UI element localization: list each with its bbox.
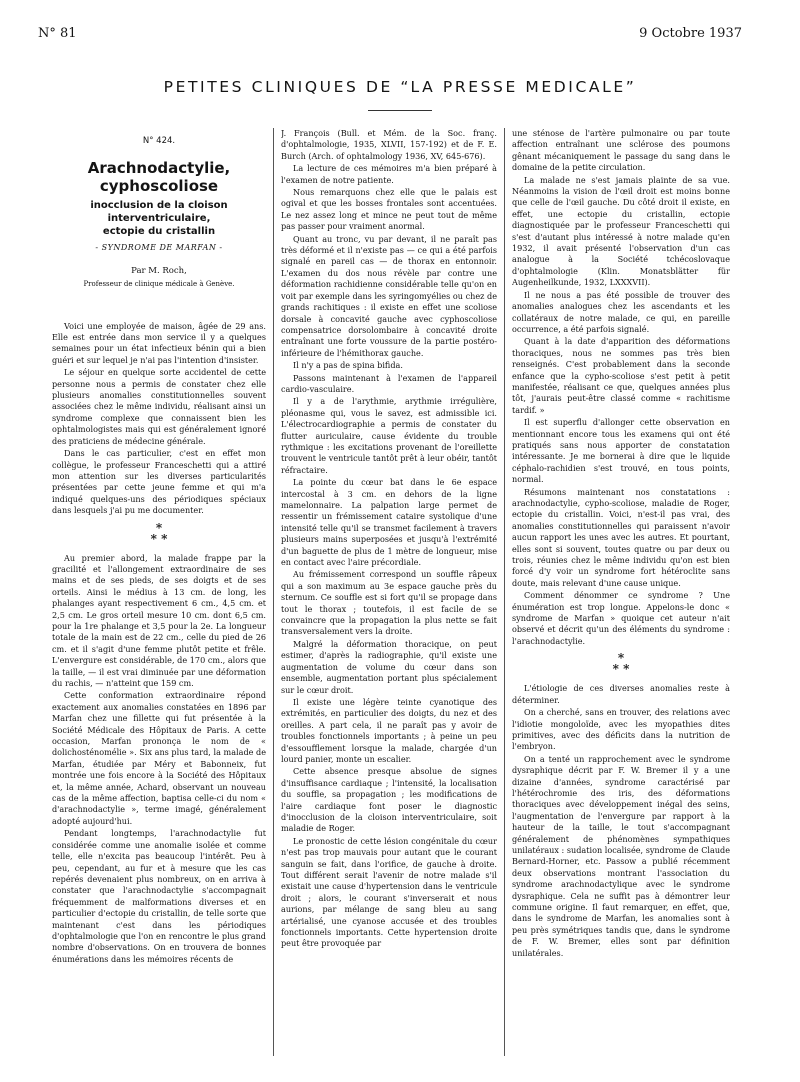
column-1 [52, 128, 266, 1058]
paragraph: Il ne nous a pas été possible de trouver des anomalies analogues chez les ascendants et les collatéraux de notre malade, ce qui, en pareille occurrence, a été parfois signalé. [512, 289, 730, 334]
paragraph: une sténose de l'artère pulmonaire ou par toute affection entraînant une sclérose des poumons gênant mécaniquement le passage du sang dans le domaine de la petite circulation. [512, 128, 730, 173]
column-2 [281, 128, 497, 1058]
affiliation: Professeur de clinique médicale à Genève. [83, 280, 235, 289]
paragraph: Passons maintenant à l'examen de l'appareil cardio-vasculaire. [281, 372, 497, 394]
paragraph: La lecture de ces mémoires m'a bien préparé à l'examen de notre patiente. [281, 163, 497, 185]
paragraph: On a cherché, sans en trouver, des relations avec l'idiotie mongoloïde, avec les myopathies dites primitives, avec des déficits dans la nutrition de l'embryon. [512, 707, 730, 752]
paragraph: Il est superflu d'allonger cette observation en mentionnant encore tous les examens qui ont été pratiqués sans nous apporter de constatation intéressante. Je me bornerai à dire que le liquide céphalo-rachidien s'est trouvé, en tous points, normal. [512, 417, 730, 485]
paragraph: Nous remarquons chez elle que le palais est ogival et que les bosses frontales sont accentuées. Le nez assez long et mince ne peut tout de même pas passer pour vraiment anormal. [281, 187, 497, 232]
paragraph: Quant au tronc, vu par devant, il ne paraît pas très déformé et il n'existe pas — ce qui a été parfois signalé en pareil cas — de thorax en entonnoir. L'examen du dos nous révèle par contre une déformation rachidienne considérable telle qu'on en voit par exemple dans les syringomyélies ou chez de grands rachitiques : il existe en effet une scoliose dorsale à concavité gauche avec cyphoscoliose compensatrice dorsolombaire à concavité droite entraînant une forte voussure de la partie postéro-inférieure de l'hémithorax gauche. [281, 233, 497, 358]
syndrome-label: - SYNDROME DE MARFAN - [95, 243, 223, 253]
paragraph: Le pronostic de cette lésion congénitale du cœur n'est pas trop mauvais pour autant que le courant sanguin se fait, dans l'orifice, de gauche à droite. Tout différent serait l'avenir de notre malade s'il existait une cause d'hypertension dans le ventricule droit ; alors, le courant s'inverserait et nous aurions, par mélange de sang bleu au sang artérialisé, une cyanose accusée et des troubles fonctionnels importants. Cette hypertension droite peut être provoquée par [281, 835, 497, 949]
paragraph: Le séjour en quelque sorte accidentel de cette personne nous a permis de constater chez elle plusieurs anomalies constitutionnelles souvent associées chez le même individu, réalisant ainsi un syndrome complexe que connaissent bien les ophtalmologistes mais qui est généralement ignoré des praticiens de médecine générale. [52, 367, 266, 446]
paragraph: Il y a de l'arythmie, arythmie irrégulière, pléonasme qui, vous le savez, est admissible ici. L'électrocardiographie a permis de constater du flutter auriculaire, cause évidente du trouble rythmique : les excitations provenant de l'oreillette trouvent le ventricule tantôt prêt à leur obéir, tantôt réfractaire. [281, 396, 497, 475]
title-rule [368, 110, 432, 111]
separator-star: * [617, 651, 625, 666]
article-subtitle-2: interventriculaire, [107, 213, 211, 225]
paragraph: Pendant longtemps, l'arachnodactylie fut considérée comme une anomalie isolée et comme telle, elle n'excita pas beaucoup l'intérêt. Peu à peu, cependant, au fur et à mesure que les cas repérés devenaient plus nombreux, on en arriva à constater que l'arachnodactylie s'accompagnait fréquemment de malformations diverses et en particulier d'ectopie du cristallin, de telle sorte que maintenant c'est dans les périodiques d'ophtalmologie que l'on en rencontre le plus grand nombre d'observations. On en trouvera de bonnes énumérations dans les mémoires récents de [52, 828, 266, 964]
paragraph: L'étiologie de ces diverses anomalies reste à déterminer. [512, 683, 730, 705]
issue-date: 9 Octobre 1937 [639, 26, 742, 41]
separator-star: * [155, 520, 163, 535]
paragraph: Voici une employée de maison, âgée de 29 ans. Elle est entrée dans mon service il y a quelques semaines pour un état infectieux bénin qui a bien guéri et sur lequel je n'ai pas l'intention d'insister. [52, 320, 266, 365]
article-number: N° 424. [142, 136, 176, 146]
section-separator [52, 520, 266, 546]
author: Par M. Roch, [131, 265, 187, 276]
paragraph: Malgré la déformation thoracique, on peut estimer, d'après la radiographie, qu'il existe une augmentation de volume du cœur dans son ensemble, augmentation portant plus spécialement sur le cœur droit. [281, 638, 497, 695]
paragraph: Au premier abord, la malade frappe par la gracilité et l'allongement extraordinaire de ses mains et de ses pieds, de ses doigts et de ses orteils. Ainsi le médius à 13 cm. de long, les phalanges ayant respectivement 6 cm., 4,5 cm. et 2,5 cm. Le gros orteil mesure 10 cm. dont 6,5 cm. pour la 1re phalange et 3,5 pour la 2e. La longueur totale de la main est de 22 cm., celle du pied de 26 cm. et il s'agit d'une femme plutôt petite et frêle. L'envergure est considérable, de 170 cm., alors que la taille, — il est vrai diminuée par une déformation du rachis, — n'atteint que 159 cm. [52, 552, 266, 688]
issue-number: N° 81 [38, 26, 77, 41]
article-title: Arachnodactylie, cyphoscoliose [87, 159, 231, 196]
column-divider [273, 128, 274, 1056]
separator-stars: * * [612, 662, 630, 677]
article-subtitle-1: inocclusion de la cloison [90, 200, 228, 212]
paragraph: Il n'y a pas de spina bifida. [293, 360, 403, 371]
paragraph: Cette absence presque absolue de signes d'insuffisance cardiaque ; l'intensité, la localisation du souffle, sa propagation ; les modifications de l'aire cardiaque font poser le diagnostic d'inocclusion de la cloison interventriculaire, soit maladie de Roger. [281, 766, 497, 834]
section-separator [512, 653, 730, 675]
paragraph: J. François (Bull. et Mém. de la Soc. franç. d'ophtalmologie, 1935, XLVII, 157-192) et de F. E. Burch (Arch. of ophtalmology 1936, XV, 645-676). [281, 128, 497, 161]
page-title: PETITES CLINIQUES DE “LA PRESSE MEDICALE” [163, 78, 637, 96]
paragraph: Comment dénommer ce syndrome ? Une énumération est trop longue. Appelons-le donc « syndrome de Marfan » quoique cet auteur n'ait observé et décrit qu'un des éléments du syndrome : l'arachnodactylie. [512, 590, 730, 646]
paragraph: La pointe du cœur bat dans le 6e espace intercostal à 3 cm. en dehors de la ligne mamelonnaire. La palpation large permet de ressentir un frémissement cataire systolique d'une intensité telle qu'il se transmet facilement à travers plusieurs mains superposées et jusqu'à l'extrémité d'un baguette de plus de 1 mètre de longueur, mise en contact avec l'aire précordiale. [281, 477, 497, 568]
separator-stars: * * [150, 531, 168, 546]
paragraph: Résumons maintenant nos constatations : arachnodactylie, cypho-scoliose, maladie de Roger, ectopie du cristallin. Voici, n'est-il pas vrai, des anomalies constitutionnelles qui paraissent n'avoir aucun rapport les unes avec les autres. Et pourtant, elles sont si souvent, toutes quatre ou par deux ou trois, réunies chez le même individu qu'on est bien forcé d'y voir un syndrome fort hétéroclite sans doute, mais relevant d'une cause unique. [512, 486, 730, 588]
paragraph: Cette conformation extraordinaire répond exactement aux anomalies constatées en 1896 par Marfan chez une fillette qui fut présentée à la Société Médicale des Hôpitaux de Paris. A cette occasion, Marfan prononça le nom de « dolichosténomélie ». Six ans plus tard, la malade de Marfan, étudiée par Méry et Babonneix, fut montrée une fois encore à la Société des Hôpitaux et, la même année, Achard, observant un nouveau cas de la même affection, baptisa celle-ci du nom « d'arachnodactylie », terme imagé, généralement adopté aujourd'hui. [52, 690, 266, 826]
column-divider [504, 128, 505, 1056]
paragraph: Quant à la date d'apparition des déformations thoraciques, nous ne sommes pas très bien renseignés. C'est probablement dans la seconde enfance que la cypho-scoliose s'est petit à petit manifestée, réalisant ce que, quelques années plus tôt, j'aurais peut-être classé comme « rachitisme tardif. » [512, 336, 730, 415]
paragraph: La malade ne s'est jamais plainte de sa vue. Néanmoins la vision de l'œil droit est moins bonne que celle de l'œil gauche. Du côté droit il existe, en effet, une ectopie du cristallin, ectopie diagnostiquée par le professeur Franceschetti qui s'est d'autant plus intéressé à notre malade qu'en 1932, il avait présenté l'observation d'un cas analogue à la Société tchécoslovaque d'ophtalmologie (Klin. Monatsblätter für Augenheilkunde, 1932, LXXXVII). [512, 174, 730, 288]
column-3 [512, 128, 730, 1058]
paragraph: On a tenté un rapprochement avec le syndrome dysraphique décrit par F. W. Bremer il y a une dizaine d'années, syndrome caractérisé par l'hétérochromie des iris, des déformations thoraciques avec développement inégal des seins, l'augmentation de l'envergure par rapport à la hauteur de la taille, le tout s'accompagnant généralement de phénomènes sympathiques unilatéraux : sudation localisée, syndrome de Claude Bernard-Horner, etc. Passow a publié récemment deux observations montrant l'association du syndrome arachnodactylique avec le syndrome dysraphique. Cela ne suffit pas à démontrer leur commune origine. Il faut remarquer, en effet, que, dans le syndrome de Marfan, les anomalies sont à peu près symétriques tandis que, dans le syndrome de F. W. Bremer, elles sont par définition unilatérales. [512, 753, 730, 958]
paragraph: Au frémissement correspond un souffle râpeux qui a son maximum au 3e espace gauche près du sternum. Ce souffle est si fort qu'il se propage dans tout le thorax ; toutefois, il est facile de se convaincre que la propagation la plus nette se fait transversalement vers la droite. [281, 569, 497, 637]
paragraph: Il existe une légère teinte cyanotique des extrémités, en particulier des doigts, du nez et des oreilles. A part cela, il ne paraît pas y avoir de troubles fonctionnels importants ; à peine un peu d'essoufflement lorsque la malade, chargée d'un lourd panier, monte un escalier. [281, 696, 497, 764]
article-subtitle-3: ectopie du cristallin [102, 226, 216, 238]
paragraph: Dans le cas particulier, c'est en effet mon collègue, le professeur Franceschetti qui a attiré mon attention sur les diverses particularités présentées par cette jeune femme et qui m'a indiqué quelques-uns des périodiques spéciaux dans lesquels j'ai pu me documenter. [52, 448, 266, 516]
